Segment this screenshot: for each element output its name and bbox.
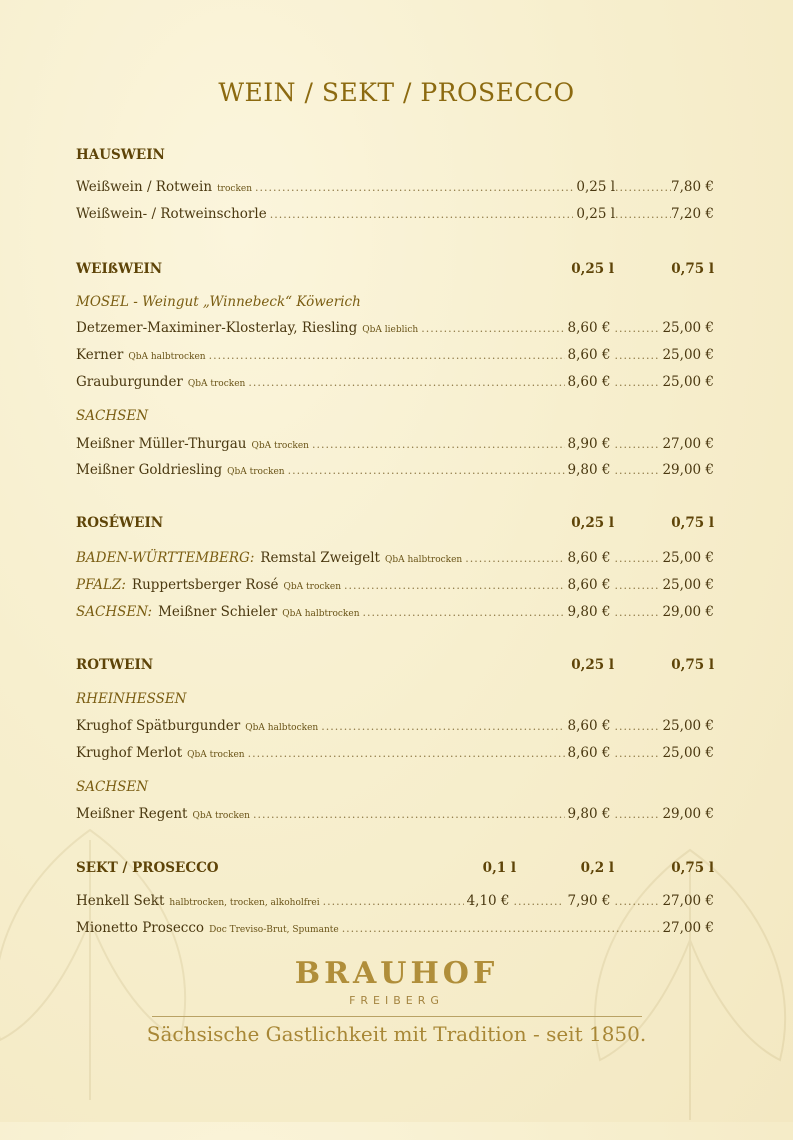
column-header: 0,25 l xyxy=(571,515,614,531)
item-name: Meißner Schieler xyxy=(158,604,278,620)
column-header: 0,25 l xyxy=(571,261,614,277)
menu-item xyxy=(76,577,714,595)
item-note: QbA halbtocken xyxy=(245,723,319,733)
item-note: trocken xyxy=(217,184,253,194)
leader-dots xyxy=(614,552,658,565)
leader-dots xyxy=(614,349,658,362)
leader-dots xyxy=(421,322,564,335)
leader-dots xyxy=(614,464,658,477)
region-label: RHEINHESSEN xyxy=(76,691,187,707)
item-price-large: 29,00 € xyxy=(662,604,714,620)
item-price-small: 8,60 € xyxy=(567,718,611,734)
item-name: Grauburgunder xyxy=(76,374,183,390)
item-price-small: 8,60 € xyxy=(567,745,611,761)
item-name: Weißwein / Rotwein xyxy=(76,179,213,195)
leader-dots xyxy=(344,579,565,592)
leader-dots xyxy=(209,349,565,362)
leader-dots xyxy=(614,376,658,389)
menu-item xyxy=(76,347,714,365)
item-name: Detzemer-Maximiner-Klosterlay, Riesling xyxy=(76,320,358,336)
item-price-large: 25,00 € xyxy=(662,718,714,734)
brauhof-logo-subtitle: FREIBERG xyxy=(349,994,444,1007)
item-price-large: 27,00 € xyxy=(662,436,714,452)
brauhof-logo: BRAUHOF xyxy=(294,956,499,991)
section-heading-weisswein xyxy=(76,261,714,281)
menu-item xyxy=(76,179,714,197)
item-note: QbA halbtrocken xyxy=(128,352,206,362)
item-price-075: 27,00 € xyxy=(662,920,714,936)
item-name: Meißner Goldriesling xyxy=(76,462,223,478)
menu-item xyxy=(76,374,714,392)
item-note: QbA trocken xyxy=(187,379,246,389)
leader-dots xyxy=(514,895,564,908)
footer-divider xyxy=(152,1016,642,1017)
item-name: Meißner Regent xyxy=(76,806,188,822)
item-name: Mionetto Prosecco xyxy=(76,920,205,936)
column-header: 0,75 l xyxy=(671,515,714,531)
leader-dots xyxy=(288,464,565,477)
item-note: QbA trocken xyxy=(283,582,341,592)
item-note: halbtrocken, trocken, alkoholfrei xyxy=(169,898,320,908)
item-note: QbA trocken xyxy=(227,467,285,477)
leader-dots xyxy=(323,895,464,908)
section-heading-hauswein xyxy=(76,147,714,167)
item-price-small: 9,80 € xyxy=(567,604,611,620)
column-header: 0,1 l xyxy=(482,860,516,876)
section-title: ROTWEIN xyxy=(76,657,154,673)
leader-dots xyxy=(615,208,671,221)
item-price-large: 25,00 € xyxy=(662,347,714,363)
leader-dots xyxy=(363,606,565,619)
section-heading-sekt xyxy=(76,860,714,880)
item-name: Remstal Zweigelt xyxy=(260,550,380,566)
column-header: 0,75 l xyxy=(671,860,714,876)
item-price-02: 7,90 € xyxy=(567,893,611,909)
menu-item xyxy=(76,893,714,911)
item-name: Meißner Müller-Thurgau xyxy=(76,436,247,452)
menu-item xyxy=(76,550,714,568)
item-name: Krughof Merlot xyxy=(76,745,183,761)
menu-item xyxy=(76,320,714,338)
item-price-large: 29,00 € xyxy=(662,462,714,478)
menu-item xyxy=(76,462,714,480)
item-price-small: 8,60 € xyxy=(567,320,611,336)
item-name: Krughof Spätburgunder xyxy=(76,718,241,734)
column-header: 0,2 l xyxy=(580,860,614,876)
item-size: 0,25 l xyxy=(576,179,616,195)
leader-dots xyxy=(614,808,658,821)
leader-dots xyxy=(312,438,565,451)
leader-dots xyxy=(615,181,671,194)
item-price-01: 4,10 € xyxy=(466,893,510,909)
item-note: QbA trocken xyxy=(187,750,245,760)
leader-dots xyxy=(614,895,658,908)
leader-dots xyxy=(342,922,660,935)
item-price-large: 25,00 € xyxy=(662,320,714,336)
column-header: 0,75 l xyxy=(671,657,714,673)
item-name: Weißwein- / Rotweinschorle xyxy=(76,206,267,222)
menu-item xyxy=(76,604,714,622)
menu-item xyxy=(76,436,714,454)
leader-dots xyxy=(614,720,658,733)
item-price-small: 8,60 € xyxy=(567,374,611,390)
item-note: QbA halbtrocken xyxy=(384,555,463,565)
leader-dots xyxy=(253,808,565,821)
leader-dots xyxy=(614,606,658,619)
leader-dots xyxy=(270,208,574,221)
item-price-075: 27,00 € xyxy=(662,893,714,909)
item-region: BADEN-WÜRTTEMBERG: xyxy=(76,550,255,566)
leader-dots xyxy=(614,579,658,592)
leader-dots xyxy=(248,376,564,389)
item-price: 7,80 € xyxy=(671,179,714,195)
item-price-large: 25,00 € xyxy=(662,374,714,390)
leader-dots xyxy=(465,552,564,565)
item-region: PFALZ: xyxy=(76,577,126,593)
item-note: QbA trocken xyxy=(251,441,309,451)
item-price-large: 25,00 € xyxy=(662,745,714,761)
section-heading-rotwein xyxy=(76,657,714,677)
item-price-small: 9,80 € xyxy=(567,806,611,822)
column-header: 0,75 l xyxy=(671,261,714,277)
item-region: SACHSEN: xyxy=(76,604,153,620)
section-title: HAUSWEIN xyxy=(76,147,165,163)
leader-dots xyxy=(248,747,565,760)
section-title: SEKT / PROSECCO xyxy=(76,860,219,876)
item-size: 0,25 l xyxy=(576,206,616,222)
item-name: Henkell Sekt xyxy=(76,893,165,909)
menu-item xyxy=(76,920,714,938)
section-title: WEIßWEIN xyxy=(76,261,163,277)
item-note: Doc Treviso-Brut, Spumante xyxy=(209,925,339,935)
leader-dots xyxy=(255,181,573,194)
tagline: Sächsische Gastlichkeit mit Tradition - seit 1850. xyxy=(146,1022,647,1046)
item-name: Kerner xyxy=(76,347,124,363)
item-price-small: 8,60 € xyxy=(567,347,611,363)
section-title: ROSÉWEIN xyxy=(76,515,164,531)
item-note: QbA trocken xyxy=(192,811,250,821)
menu-item xyxy=(76,206,714,224)
item-price-small: 9,80 € xyxy=(567,462,611,478)
item-price-large: 25,00 € xyxy=(662,577,714,593)
section-heading-rosewein xyxy=(76,515,714,535)
item-note: QbA halbtrocken xyxy=(282,609,360,619)
item-note: QbA lieblich xyxy=(362,325,419,335)
item-price-small: 8,60 € xyxy=(567,550,611,566)
menu-item xyxy=(76,745,714,763)
item-name: Ruppertsberger Rosé xyxy=(131,577,279,593)
leader-dots xyxy=(614,438,658,451)
leader-dots xyxy=(614,322,658,335)
menu-item xyxy=(76,806,714,824)
leader-dots xyxy=(321,720,564,733)
item-price: 7,20 € xyxy=(671,206,714,222)
item-price-large: 25,00 € xyxy=(662,550,714,566)
menu-item xyxy=(76,718,714,736)
region-label: SACHSEN xyxy=(76,408,149,424)
region-label: MOSEL - Weingut „Winnebeck“ Köwerich xyxy=(76,294,361,310)
item-price-small: 8,60 € xyxy=(567,577,611,593)
page-title: WEIN / SEKT / PROSECCO xyxy=(218,78,575,107)
region-label: SACHSEN xyxy=(76,779,149,795)
leader-dots xyxy=(614,747,658,760)
item-price-small: 8,90 € xyxy=(567,436,611,452)
item-price-large: 29,00 € xyxy=(662,806,714,822)
column-header: 0,25 l xyxy=(571,657,614,673)
